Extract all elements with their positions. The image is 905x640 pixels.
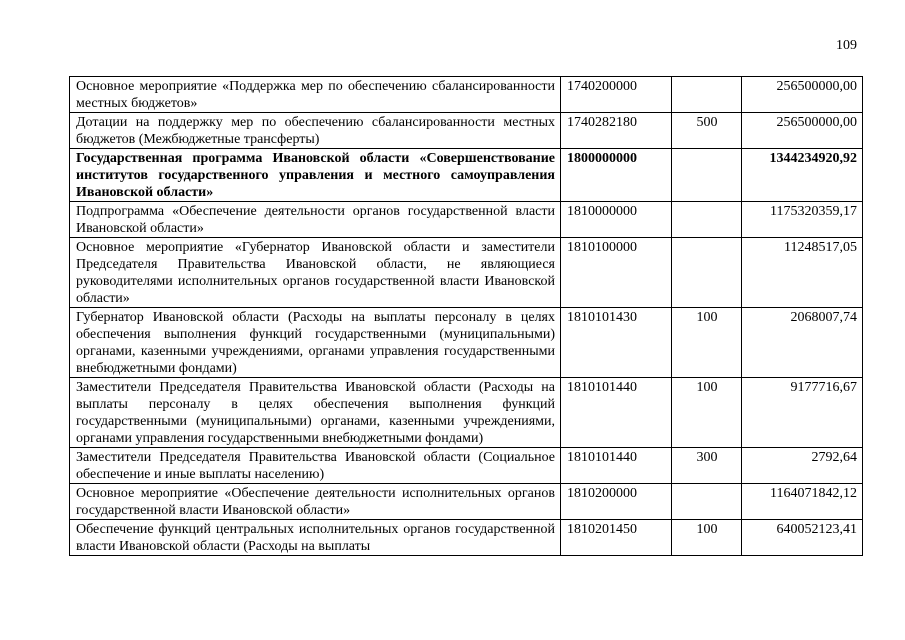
row-name: Основное мероприятие «Поддержка мер по обеспечению сбалансированности местных бюджетов»: [70, 77, 561, 113]
table-row: [70, 149, 863, 202]
table-row: [70, 378, 863, 448]
table-row: [70, 520, 863, 556]
row-expense-type: 100: [672, 378, 742, 448]
row-name: Государственная программа Ивановской области «Совершенствование институтов государственного управления и местного самоуправления Ивановской области»: [70, 149, 561, 202]
budget-table: [69, 76, 863, 556]
row-expense-type: [672, 149, 742, 202]
row-sum: 1164071842,12: [742, 484, 863, 520]
row-name: Основное мероприятие «Обеспечение деятельности исполнительных органов государственной власти Ивановской области»: [70, 484, 561, 520]
row-expense-type: [672, 77, 742, 113]
row-code: 1810101440: [561, 448, 672, 484]
row-name: Основное мероприятие «Губернатор Ивановской области и заместители Председателя Правительства Ивановской области, не являющиеся руководителями исполнительных органов государственной власти Ивановской области»: [70, 238, 561, 308]
row-name: Подпрограмма «Обеспечение деятельности органов государственной власти Ивановской области»: [70, 202, 561, 238]
table-row: [70, 77, 863, 113]
row-code: 1800000000: [561, 149, 672, 202]
row-name: Заместители Председателя Правительства Ивановской области (Расходы на выплаты персоналу в целях обеспечения выполнения функций государственными (муниципальными) органами, казенными учреждениями, органами управления государственными внебюджетными фондами): [70, 378, 561, 448]
table-row: [70, 113, 863, 149]
row-sum: 256500000,00: [742, 113, 863, 149]
row-expense-type: 300: [672, 448, 742, 484]
table-row: [70, 308, 863, 378]
table-row: [70, 202, 863, 238]
row-code: 1810201450: [561, 520, 672, 556]
row-sum: 640052123,41: [742, 520, 863, 556]
table-row: [70, 238, 863, 308]
row-name: Дотации на поддержку мер по обеспечению сбалансированности местных бюджетов (Межбюджетные трансферты): [70, 113, 561, 149]
row-sum: 2068007,74: [742, 308, 863, 378]
row-sum: 11248517,05: [742, 238, 863, 308]
row-code: 1810000000: [561, 202, 672, 238]
row-expense-type: 100: [672, 520, 742, 556]
row-code: 1810100000: [561, 238, 672, 308]
row-expense-type: [672, 202, 742, 238]
page-number: 109: [836, 38, 857, 53]
row-sum: 1344234920,92: [742, 149, 863, 202]
row-sum: 256500000,00: [742, 77, 863, 113]
row-name: Заместители Председателя Правительства Ивановской области (Социальное обеспечение и иные выплаты населению): [70, 448, 561, 484]
row-code: 1810101430: [561, 308, 672, 378]
row-name: Губернатор Ивановской области (Расходы на выплаты персоналу в целях обеспечения выполнения функций государственными (муниципальными) органами, казенными учреждениями, органами управления государственными внебюджетными фондами): [70, 308, 561, 378]
row-expense-type: 500: [672, 113, 742, 149]
row-expense-type: [672, 484, 742, 520]
row-code: 1810200000: [561, 484, 672, 520]
row-sum: 2792,64: [742, 448, 863, 484]
row-expense-type: 100: [672, 308, 742, 378]
row-code: 1740200000: [561, 77, 672, 113]
row-expense-type: [672, 238, 742, 308]
row-sum: 9177716,67: [742, 378, 863, 448]
row-code: 1810101440: [561, 378, 672, 448]
table-row: [70, 448, 863, 484]
row-name: [70, 520, 561, 556]
row-sum: 1175320359,17: [742, 202, 863, 238]
row-code: 1740282180: [561, 113, 672, 149]
row-name-text: Обеспечение функций центральных исполнительных органов государственной власти Ивановской области (Расходы на выплаты: [76, 522, 555, 554]
table-row: [70, 484, 863, 520]
